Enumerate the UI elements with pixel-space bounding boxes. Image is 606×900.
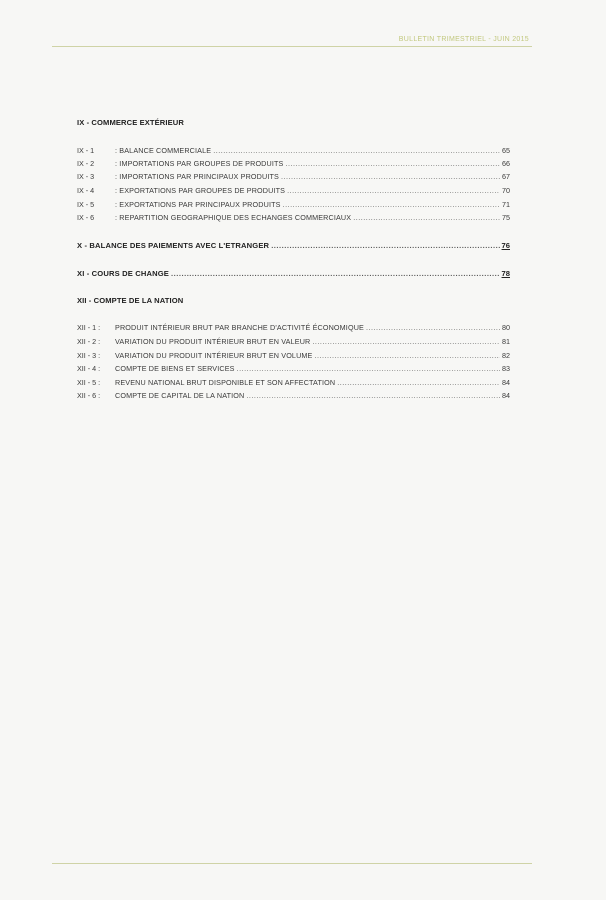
entry-code: IX - 6 (77, 213, 95, 222)
entry-page: 82 (502, 351, 510, 360)
dot-leader (246, 391, 500, 401)
entry-code: XII - 1 : (77, 323, 101, 332)
footer-rule (52, 863, 532, 864)
entry-title: : EXPORTATIONS PAR GROUPES DE PRODUITS (115, 186, 286, 195)
section-heading-xii: XII - COMPTE DE LA NATION (77, 296, 184, 305)
toc-section-xi[interactable] (77, 269, 510, 278)
dot-leader (312, 337, 500, 347)
entry-page: 67 (502, 172, 510, 181)
entry-page: 75 (502, 213, 510, 222)
entry-page: 65 (502, 146, 510, 155)
entry-code: XII - 4 : (77, 364, 101, 373)
entry-page: 66 (502, 159, 510, 168)
dot-leader (213, 146, 500, 156)
section-heading-x: X - BALANCE DES PAIEMENTS AVEC L'ETRANGER (77, 241, 270, 250)
entry-code: IX - 2 (77, 159, 95, 168)
entry-title: : IMPORTATIONS PAR PRINCIPAUX PRODUITS (115, 172, 279, 181)
dot-leader (315, 351, 500, 361)
entry-title: COMPTE DE CAPITAL DE LA NATION (115, 391, 245, 400)
entry-title: VARIATION DU PRODUIT INTÉRIEUR BRUT EN VALEUR (115, 337, 311, 346)
dot-leader (271, 241, 499, 250)
toc-section-x[interactable] (77, 241, 510, 250)
header-rule (52, 46, 532, 47)
entry-code: XII - 5 : (77, 378, 101, 387)
entry-page: 81 (502, 337, 510, 346)
toc-entry-xii-3[interactable] (77, 351, 510, 361)
entry-title: : IMPORTATIONS PAR GROUPES DE PRODUITS (115, 159, 284, 168)
entry-title: : REPARTITION GEOGRAPHIQUE DES ECHANGES COMMERCIAUX (115, 213, 352, 222)
toc-entry-xii-6[interactable] (77, 391, 510, 401)
entry-title: COMPTE DE BIENS ET SERVICES (115, 364, 235, 373)
section-page: 78 (501, 269, 510, 278)
entry-title: REVENU NATIONAL BRUT DISPONIBLE ET SON AFFECTATION (115, 378, 336, 387)
dot-leader (287, 186, 500, 196)
header-title: BULLETIN TRIMESTRIEL - JUIN 2015 (398, 36, 529, 43)
entry-page: 71 (502, 200, 510, 209)
toc-entry-xii-1[interactable] (77, 323, 510, 333)
toc-entry-xii-4[interactable] (77, 364, 510, 374)
entry-title: PRODUIT INTÉRIEUR BRUT PAR BRANCHE D'ACTIVITÉ ÉCONOMIQUE (115, 323, 364, 332)
entry-title: : BALANCE COMMERCIALE (115, 146, 212, 155)
entry-code: IX - 4 (77, 186, 95, 195)
entry-page: 83 (502, 364, 510, 373)
dot-leader (281, 172, 500, 182)
entry-code: XII - 6 : (77, 391, 101, 400)
toc-entry-ix-3[interactable] (77, 172, 510, 182)
dot-leader (286, 159, 501, 169)
entry-title: : EXPORTATIONS PAR PRINCIPAUX PRODUITS (115, 200, 281, 209)
toc-entry-ix-5[interactable] (77, 200, 510, 210)
entry-page: 70 (502, 186, 510, 195)
section-heading-ix: IX - COMMERCE EXTÉRIEUR (77, 118, 184, 127)
entry-page: 84 (502, 391, 510, 400)
entry-title: VARIATION DU PRODUIT INTÉRIEUR BRUT EN VOLUME (115, 351, 313, 360)
entry-page: 84 (502, 378, 510, 387)
entry-code: IX - 5 (77, 200, 95, 209)
dot-leader (171, 269, 500, 278)
dot-leader (237, 364, 500, 374)
toc-entry-xii-2[interactable] (77, 337, 510, 347)
toc-entry-xii-5[interactable] (77, 378, 510, 388)
dot-leader (337, 378, 500, 388)
dot-leader (366, 323, 500, 333)
toc-entry-ix-1[interactable] (77, 146, 510, 156)
section-heading-xi: XI - COURS DE CHANGE (77, 269, 170, 278)
toc-entry-ix-6[interactable] (77, 213, 510, 223)
section-page: 76 (501, 241, 510, 250)
dot-leader (283, 200, 500, 210)
entry-code: IX - 1 (77, 146, 95, 155)
toc-entry-ix-2[interactable] (77, 159, 510, 169)
entry-code: XII - 3 : (77, 351, 101, 360)
entry-code: XII - 2 : (77, 337, 101, 346)
entry-page: 80 (502, 323, 510, 332)
toc-entry-ix-4[interactable] (77, 186, 510, 196)
entry-code: IX - 3 (77, 172, 95, 181)
dot-leader (353, 213, 500, 223)
